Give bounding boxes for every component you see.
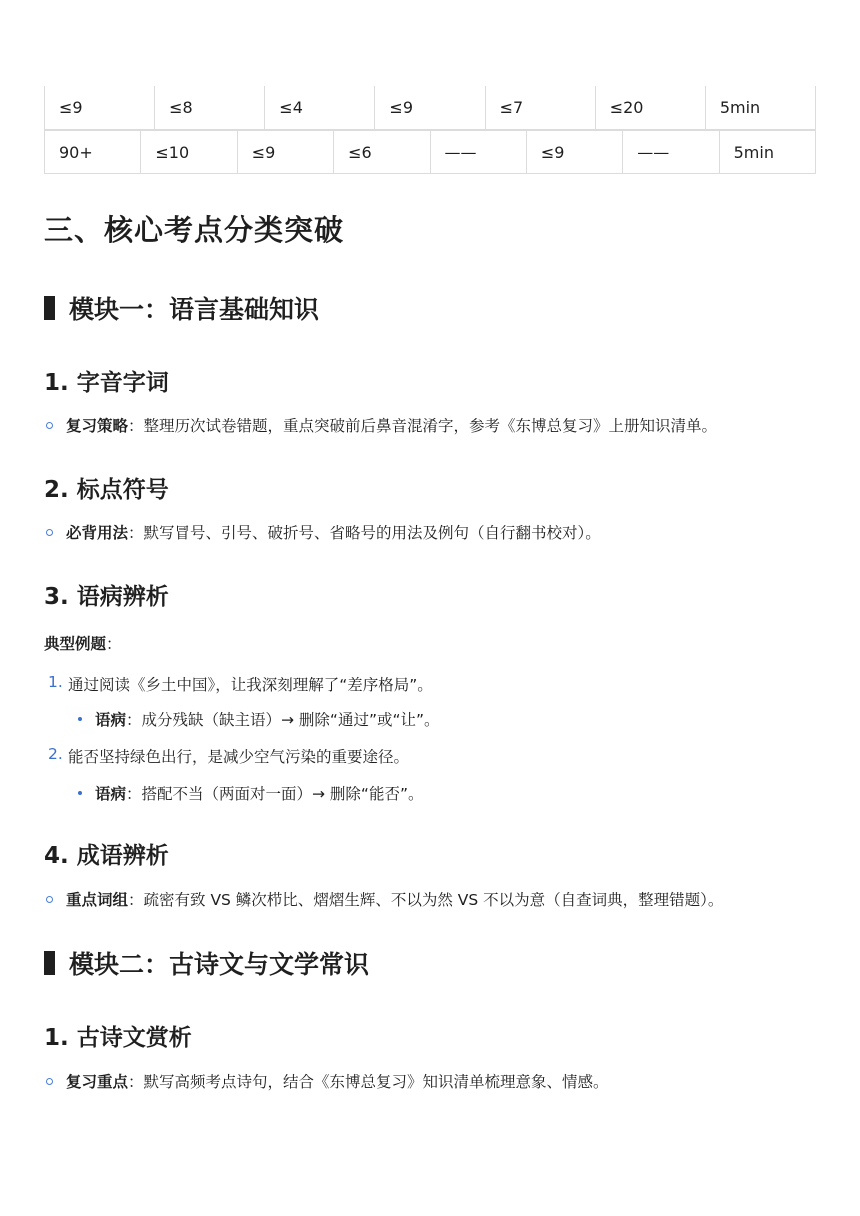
item-label: 语病: [95, 711, 127, 729]
item-text: 通过阅读《乡土中国》，让我深刻理解了“差序格局”。: [68, 676, 433, 694]
item-label: 语病: [95, 785, 127, 803]
bullet-icon: [46, 422, 53, 429]
table-cell: ≤8: [155, 86, 265, 129]
item-label: 复习策略: [66, 417, 129, 435]
bullet-icon: [46, 529, 53, 536]
item-label: 典型例题: [44, 635, 107, 653]
subsection-title: 4. 成语辨析: [44, 843, 169, 869]
item-label: 重点词组: [66, 891, 129, 909]
module-heading: [44, 945, 369, 981]
table-cell: ≤9: [375, 86, 485, 129]
table-row: [44, 130, 816, 174]
item-text: ：默写高频考点诗句，结合《东博总复习》知识清单梳理意象、情感。: [128, 1073, 609, 1091]
list-item: [48, 745, 409, 767]
subsection-title: 1. 古诗文赏析: [44, 1025, 192, 1051]
table-row: [44, 86, 816, 130]
bullet-icon: [78, 717, 82, 721]
item-label: 复习重点: [66, 1073, 129, 1091]
item-text: ：搭配不当（两面对一面）→ 删除“能否”。: [126, 785, 424, 803]
item-label: 必背用法: [66, 524, 129, 542]
example-label: [44, 632, 122, 654]
list-item: [78, 782, 424, 804]
table-cell: ≤9: [527, 131, 623, 173]
table-cell: ≤6: [334, 131, 430, 173]
list-item: [46, 521, 601, 543]
table-cell: 5min: [733, 142, 774, 162]
item-text: ：默写冒号、引号、破折号、省略号的用法及例句（自行翻书校对）。: [128, 524, 601, 542]
bullet-icon: [46, 1078, 53, 1085]
subsection-title: 2. 标点符号: [44, 477, 169, 503]
list-number: 2.: [48, 745, 63, 763]
item-text: ：整理历次试卷错题，重点突破前后鼻音混淆字，参考《东博总复习》上册知识清单。: [128, 417, 718, 435]
table-cell: ——: [431, 131, 527, 173]
list-item: [46, 414, 717, 436]
table-cell: ≤9: [45, 86, 155, 129]
module-title: 模块二：古诗文与文学常识: [69, 950, 370, 979]
module-heading: [44, 290, 319, 326]
bullet-icon: [78, 791, 82, 795]
list-item: [48, 673, 433, 695]
table-cell: ≤9: [238, 131, 334, 173]
section-title: 三、核心考点分类突破: [44, 213, 345, 247]
list-item: [46, 1070, 609, 1092]
table-cell: ≤20: [596, 86, 706, 129]
heading-bar-icon: [44, 296, 55, 320]
item-text: ：成分残缺（缺主语）→ 删除“通过”或“让”。: [126, 711, 440, 729]
module-title: 模块一：语言基础知识: [69, 295, 320, 324]
subsection-title: 1. 字音字词: [44, 370, 169, 396]
table-cell: ≤4: [265, 86, 375, 129]
heading-bar-icon: [44, 951, 55, 975]
table-cell: ≤7: [486, 86, 596, 129]
bullet-icon: [46, 896, 53, 903]
table-cell: 90+: [45, 131, 141, 173]
list-item: [46, 888, 723, 910]
item-text: ：疏密有致 VS 鳞次栉比、熠熠生辉、不以为然 VS 不以为意（自查词典，整理错题）。: [128, 891, 724, 909]
list-item: [78, 708, 440, 730]
item-text: 能否坚持绿色出行，是减少空气污染的重要途径。: [68, 748, 410, 766]
item-text: ：: [106, 635, 122, 653]
subsection-title: 3. 语病辨析: [44, 584, 169, 610]
table-cell: ≤10: [141, 131, 237, 173]
list-number: 1.: [48, 673, 63, 691]
table-cell: ——: [623, 131, 719, 173]
table-cell: 5min: [719, 98, 761, 117]
